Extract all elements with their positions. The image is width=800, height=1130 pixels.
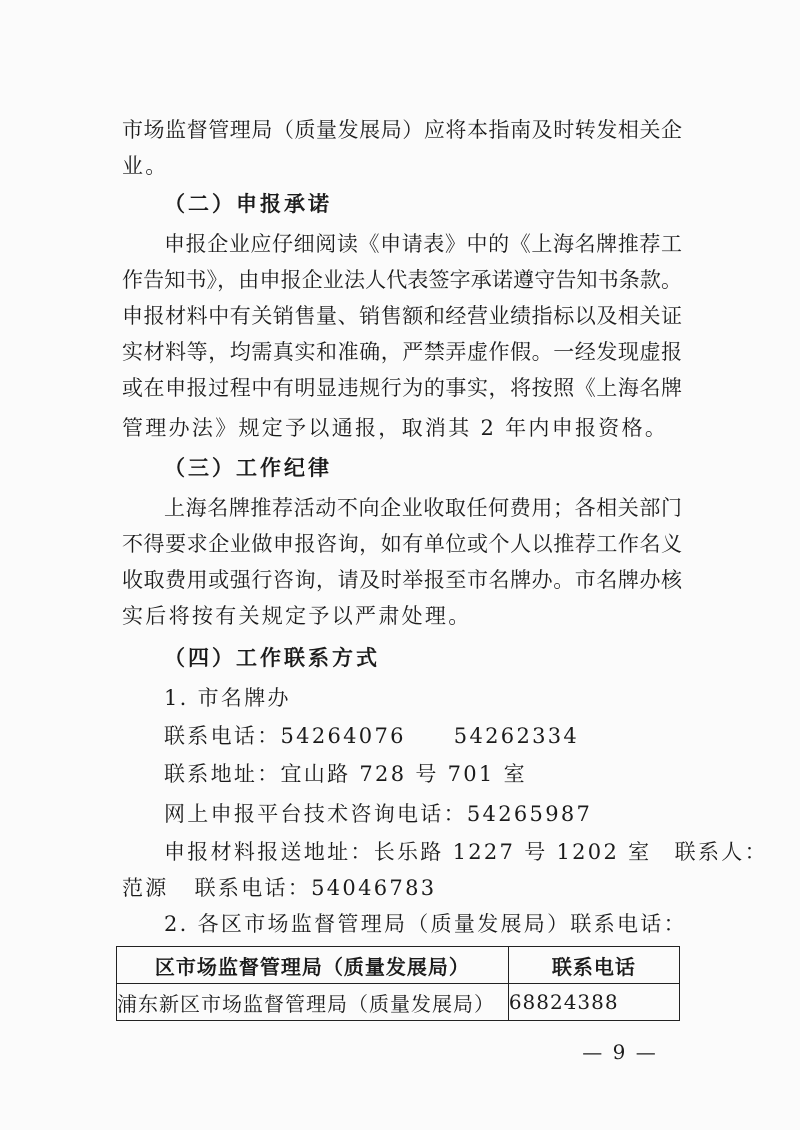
submit-address: 申报材料报送地址：长乐路 1227 号 1202 室 联系人： bbox=[164, 840, 768, 864]
phone-number: 54264076 bbox=[280, 724, 406, 748]
table-header-phone: 联系电话 bbox=[508, 947, 679, 984]
text-line: 申报企业应仔细阅读《申请表》中的《上海名牌推荐工 bbox=[164, 232, 682, 256]
office-phones bbox=[164, 718, 682, 754]
table-cell-phone: 68824388 bbox=[508, 984, 679, 1021]
table-header-row bbox=[117, 947, 680, 984]
text-line: 上海名牌推荐活动不向企业收取任何费用；各相关部门 bbox=[164, 496, 682, 520]
text-line: 实材料等，均需真实和准确，严禁弄虚作假。一经发现虚报 bbox=[122, 340, 682, 364]
office-title: 1. 市名牌办 bbox=[164, 686, 291, 710]
submit-contact bbox=[122, 870, 682, 906]
table-header-bureau: 区市场监督管理局（质量发展局） bbox=[117, 947, 509, 984]
text-line: 收取费用或强行咨询，请及时举报至市名牌办。市名牌办核 bbox=[122, 568, 682, 592]
platform-phone: 网上申报平台技术咨询电话：54265987 bbox=[164, 802, 593, 826]
phone-label: 联系电话： bbox=[164, 724, 281, 748]
phone-number: 54262334 bbox=[453, 724, 580, 748]
district-contacts-table bbox=[116, 946, 680, 1021]
text-line: 业。 bbox=[122, 154, 169, 178]
text-line: 实后将按有关规定予以严肃处理。 bbox=[122, 604, 472, 628]
section-heading-contact: （四）工作联系方式 bbox=[164, 646, 380, 670]
section-heading-discipline: （三）工作纪律 bbox=[164, 456, 332, 480]
text-line: 市场监督管理局（质量发展局）应将本指南及时转发相关企 bbox=[122, 118, 682, 142]
text-line: 或在申报过程中有明显违规行为的事实，将按照《上海名牌 bbox=[122, 376, 682, 400]
text-line: 申报材料中有关销售量、销售额和经营业绩指标以及相关证 bbox=[122, 304, 682, 328]
text-line: 管理办法》规定予以通报，取消其 2 年内申报资格。 bbox=[122, 416, 669, 440]
contact-person: 范源 bbox=[122, 876, 169, 900]
page-number: — 9 — bbox=[582, 1040, 658, 1064]
contact-phone: 联系电话：54046783 bbox=[194, 876, 437, 900]
office-address: 联系地址：宜山路 728 号 701 室 bbox=[164, 762, 527, 786]
district-title: 2. 各区市场监督管理局（质量发展局）联系电话： bbox=[164, 912, 687, 936]
table-cell-bureau: 浦东新区市场监督管理局（质量发展局） bbox=[117, 984, 509, 1021]
section-heading-commitment: （二）申报承诺 bbox=[164, 192, 332, 216]
table-row bbox=[117, 984, 680, 1021]
text-line: 作告知书》，由申报企业法人代表签字承诺遵守告知书条款。 bbox=[122, 268, 682, 292]
text-line: 不得要求企业做申报咨询，如有单位或个人以推荐工作名义 bbox=[122, 532, 682, 556]
